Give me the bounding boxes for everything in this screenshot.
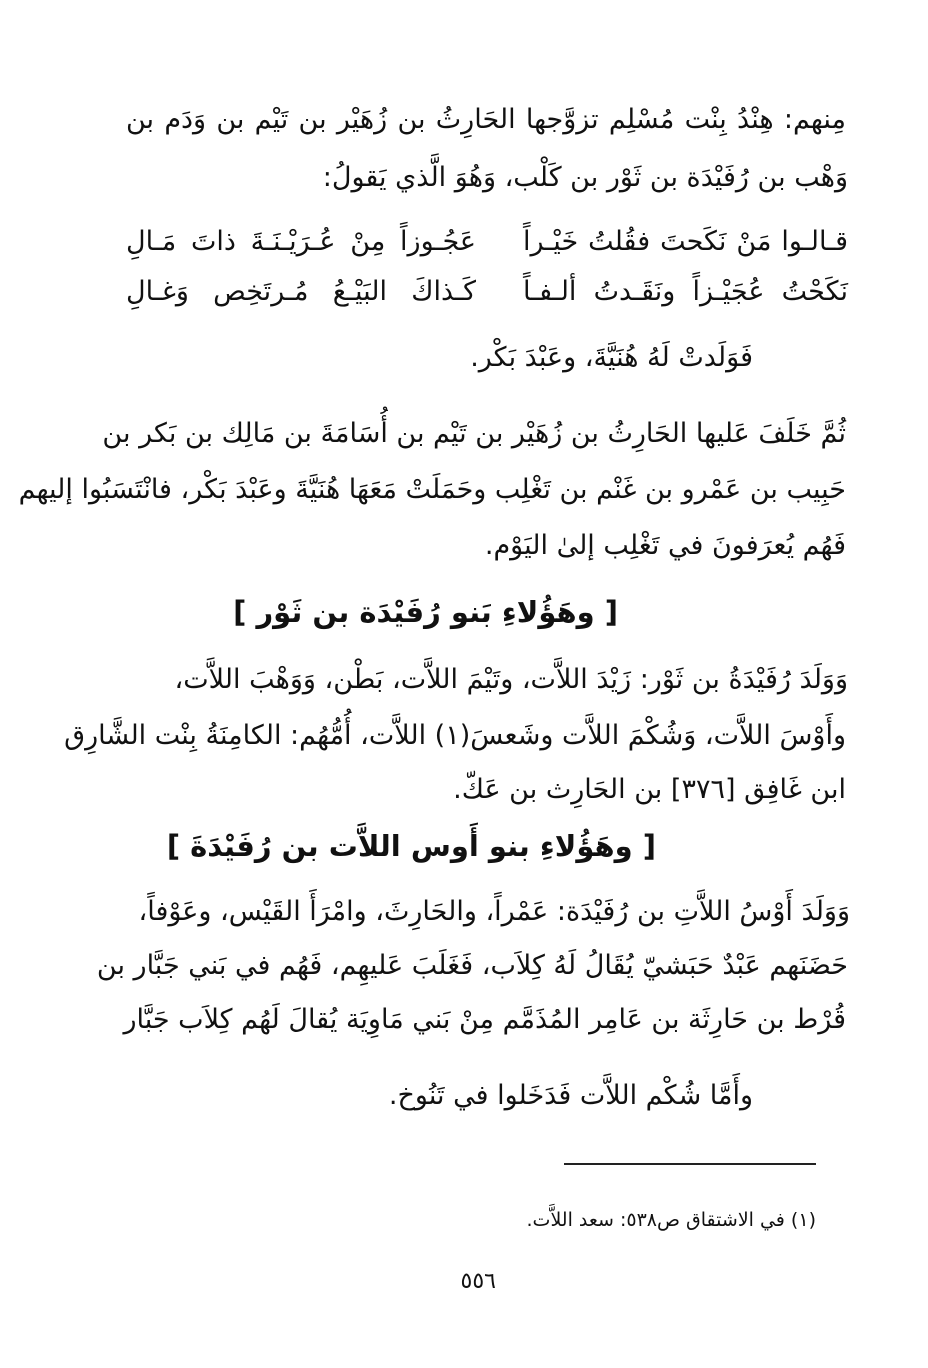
paragraph-3-line-3: فَهُم يُعرَفونَ في تَغْلِب إلىٰ اليَوْم. [484, 530, 846, 561]
paragraph-5-line-2: حَضَنَهم عَبْدٌ حَبَشيّ يُقَالُ لَهُ كِلاَب، فَغَلَبَ عَليهِم، فَهُم في بَني جَبَّار بن [96, 950, 848, 981]
paragraph-5-line-3: قُرْط بن حَارِثَة بن عَامِر المُذَمَّم مِنْ بَني مَاوِيَة يُقالَ لَهُم كِلاَب جَبَّار [123, 1004, 846, 1035]
section-heading-banu-aws-al-lat: [ وهَؤُلاءِ بنو أَوس اللاَّت بن رُفَيْدَةَ ] [166, 829, 656, 863]
footnote-separator [564, 1163, 816, 1165]
paragraph-1-line-1: مِنهم: هِنْدُ بِنْت مُسْلِم تزوَّجها الحَارِثُ بن زُهَيْر بن تَيْم بن وَدَم بن [126, 104, 846, 135]
paragraph-4-line-1: وَوَلَدَ رُفَيْدَةُ بن ثَوْر: زَيْدَ اللاَّت، وتَيْمَ اللاَّت، بَطْن، وَوَهْبَ اللاَّت، [174, 664, 848, 695]
paragraph-3-line-2: حَبِيب بن عَمْرو بن غَنْم بن تَغْلِب وحَمَلَتْ مَعَهَا هُنَيَّةَ وعَبْدَ بَكْر، فانْتَسَبُوا إليهم [18, 474, 846, 505]
page-number: ٥٥٦ [460, 1269, 496, 1294]
verse-line-2-left-hemistich: كَـذاكَ البَيْـعُ مُـرتَخِص وَغـالِ [126, 276, 476, 307]
section-heading-banu-rufayda: [ وهَؤُلاءِ بَنو رُفَيْدَة بن ثَوْر ] [233, 595, 618, 629]
paragraph-4-line-3: ابن غَافِق [٣٧٦] بن الحَارِث بن عَكّ. [453, 774, 846, 805]
paragraph-6-line-1: وأَمَّا شُكْم اللاَّت فَدَخَلوا في تَنُوخ. [388, 1080, 753, 1111]
paragraph-1-line-2: وَهْب بن رُفَيْدَة بن ثَوْر بن كَلْب، وَهُوَ الَّذي يَقولُ: [322, 162, 848, 193]
verse-line-1-right-hemistich: قـالـوا مَنْ نَكَحتَ فقُلتُ خَيْـراً [523, 226, 848, 257]
verse-line-1-left-hemistich: عَجُـوزاً مِنْ عُـرَيْـنَـةَ ذاتَ مَـالِ [126, 226, 476, 257]
paragraph-3-line-1: ثُمَّ خَلَفَ عَليها الحَارِثُ بن زُهَيْر بن تَيْم بن أُسَامَةَ بن مَالِك بن بَكر بن [102, 418, 846, 449]
paragraph-4-line-2: وأَوْسَ اللاَّت، وَشُكْمَ اللاَّت وشَعسَ(١) اللاَّت، أُمُّهُم: الكامِنَةُ بِنْت الشَّارِق [64, 720, 846, 751]
paragraph-5-line-1: وَوَلَدَ أَوْسُ اللاَّتِ بن رُفَيْدَة: عَمْراً، والحَارِثَ، وامْرَأَ القَيْس، وعَوْفاً، [138, 896, 850, 927]
verse-line-2-right-hemistich: نَكَحْتُ عُجَيْـزاً ونَقَـدتُ ألـفـاً [523, 276, 848, 307]
paragraph-2-line-1: فَوَلَدتْ لَهُ هُنَيَّةَ، وعَبْدَ بَكْر. [470, 342, 753, 373]
footnote-1: (١) في الاشتقاق ص٥٣٨: سعد اللاَّت. [526, 1209, 816, 1231]
